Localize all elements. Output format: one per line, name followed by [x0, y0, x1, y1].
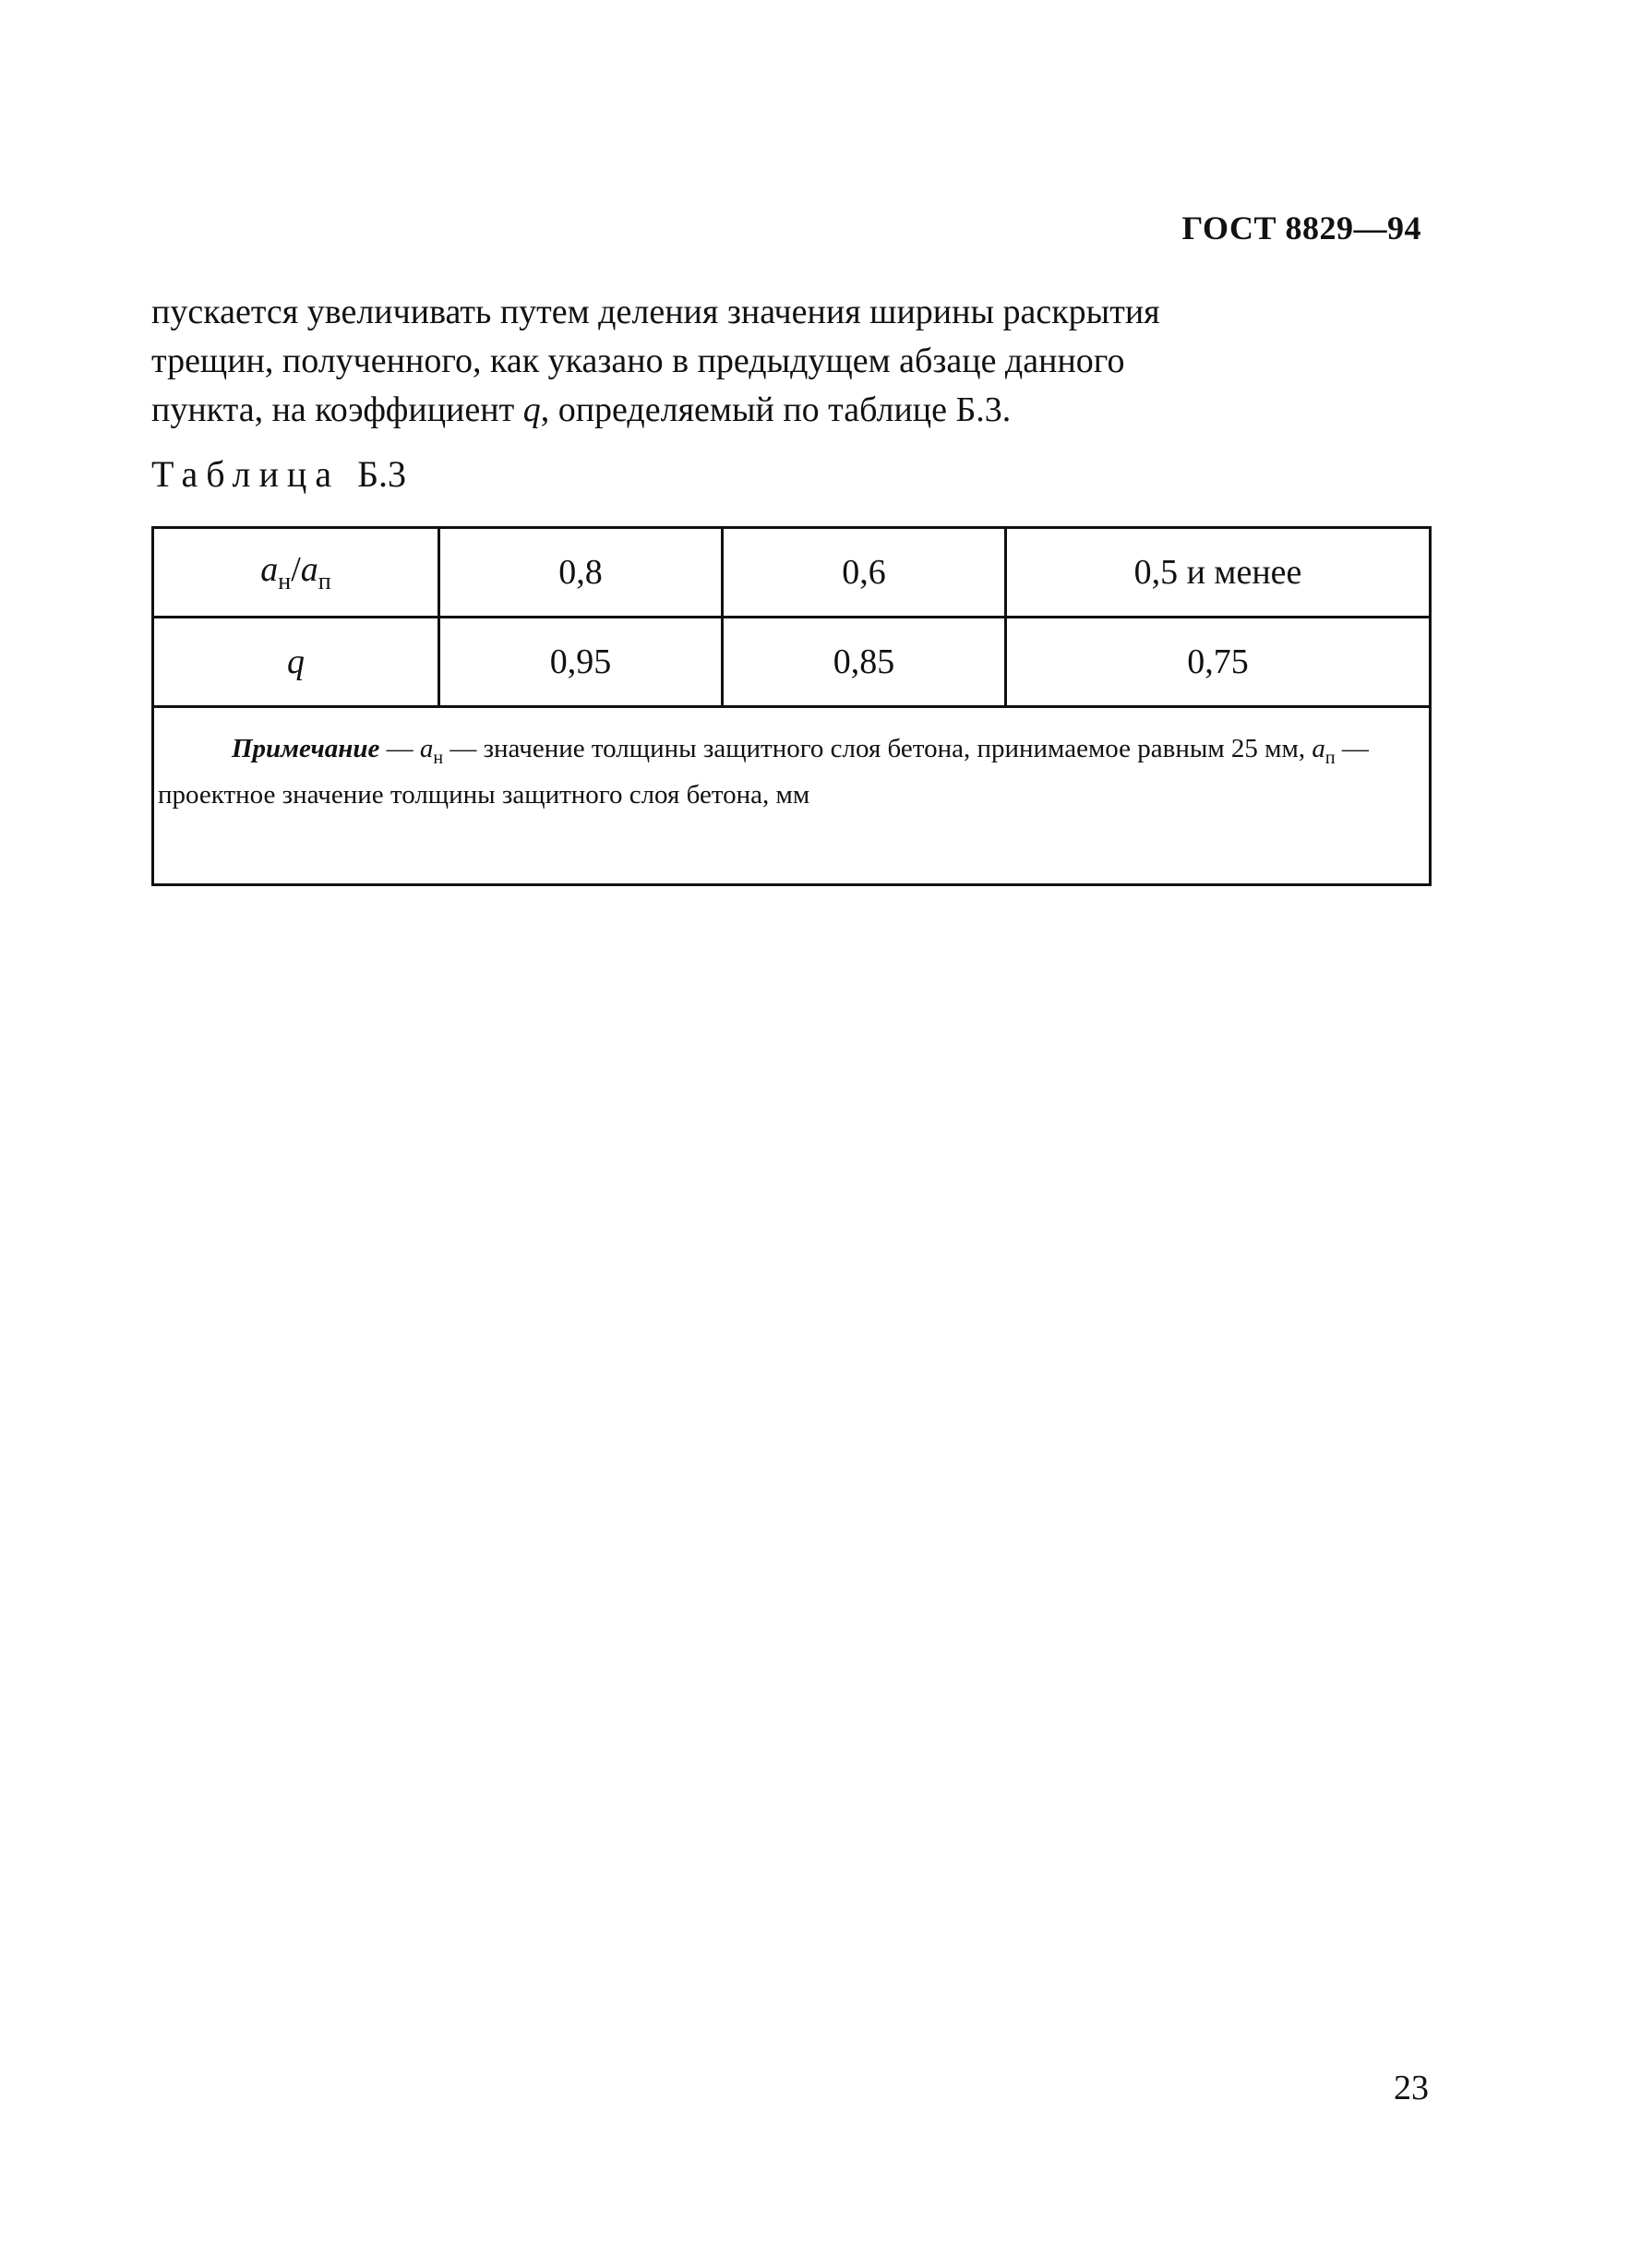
note-dash: — [379, 734, 420, 763]
table-cell: 0,5 и менее [1006, 528, 1431, 618]
note-text-2: — проектное значение толщины защитного слоя бетона, мм [158, 734, 1369, 810]
table-cell: 0,75 [1006, 618, 1431, 707]
body-line-3-start: пункта, на коэффициент [151, 390, 523, 429]
note-text-1: — значение толщины защитного слоя бетона, принимаемое равным 25 мм, [443, 734, 1312, 763]
table-title [151, 452, 406, 496]
ratio-var-a: a [260, 550, 279, 589]
header-cell-ratio [153, 528, 439, 618]
note-sub-2: п [1324, 748, 1336, 768]
note-var-2: a [1312, 734, 1325, 763]
table-note [153, 707, 1431, 885]
note-label: Примечание [232, 734, 380, 763]
table-row-q [153, 618, 1431, 707]
table-cell: 0,95 [439, 618, 723, 707]
header-cell-q: q [153, 618, 439, 707]
table-cell: 0,8 [439, 528, 723, 618]
body-line-2: трещин, полученного, как указано в предыдущем абзаце данного [151, 342, 1125, 380]
note-sub-1: н [433, 748, 444, 768]
table-cell: 0,6 [723, 528, 1006, 618]
body-line-1: пускается увеличивать путем деления значения ширины раскрытия [151, 293, 1160, 331]
ratio-sub-p: п [318, 568, 331, 594]
table-row-ratio [153, 528, 1431, 618]
ratio-var-b: a [300, 550, 318, 589]
body-paragraph [151, 288, 1425, 435]
table-cell: 0,85 [723, 618, 1006, 707]
page-number: 23 [1394, 2069, 1429, 2107]
note-var-1: a [419, 734, 434, 763]
table-title-number: Б.3 [357, 453, 407, 495]
coefficient-table [151, 526, 1432, 886]
ratio-sub-n: н [278, 568, 292, 594]
coefficient-variable: q [522, 390, 541, 429]
ratio-slash: / [291, 550, 301, 589]
body-line-3-end: , определяемый по таблице Б.3. [540, 390, 1012, 429]
document-code: ГОСТ 8829—94 [1181, 210, 1421, 246]
table-title-word: Таблица [151, 453, 341, 495]
table-row-note [153, 707, 1431, 885]
